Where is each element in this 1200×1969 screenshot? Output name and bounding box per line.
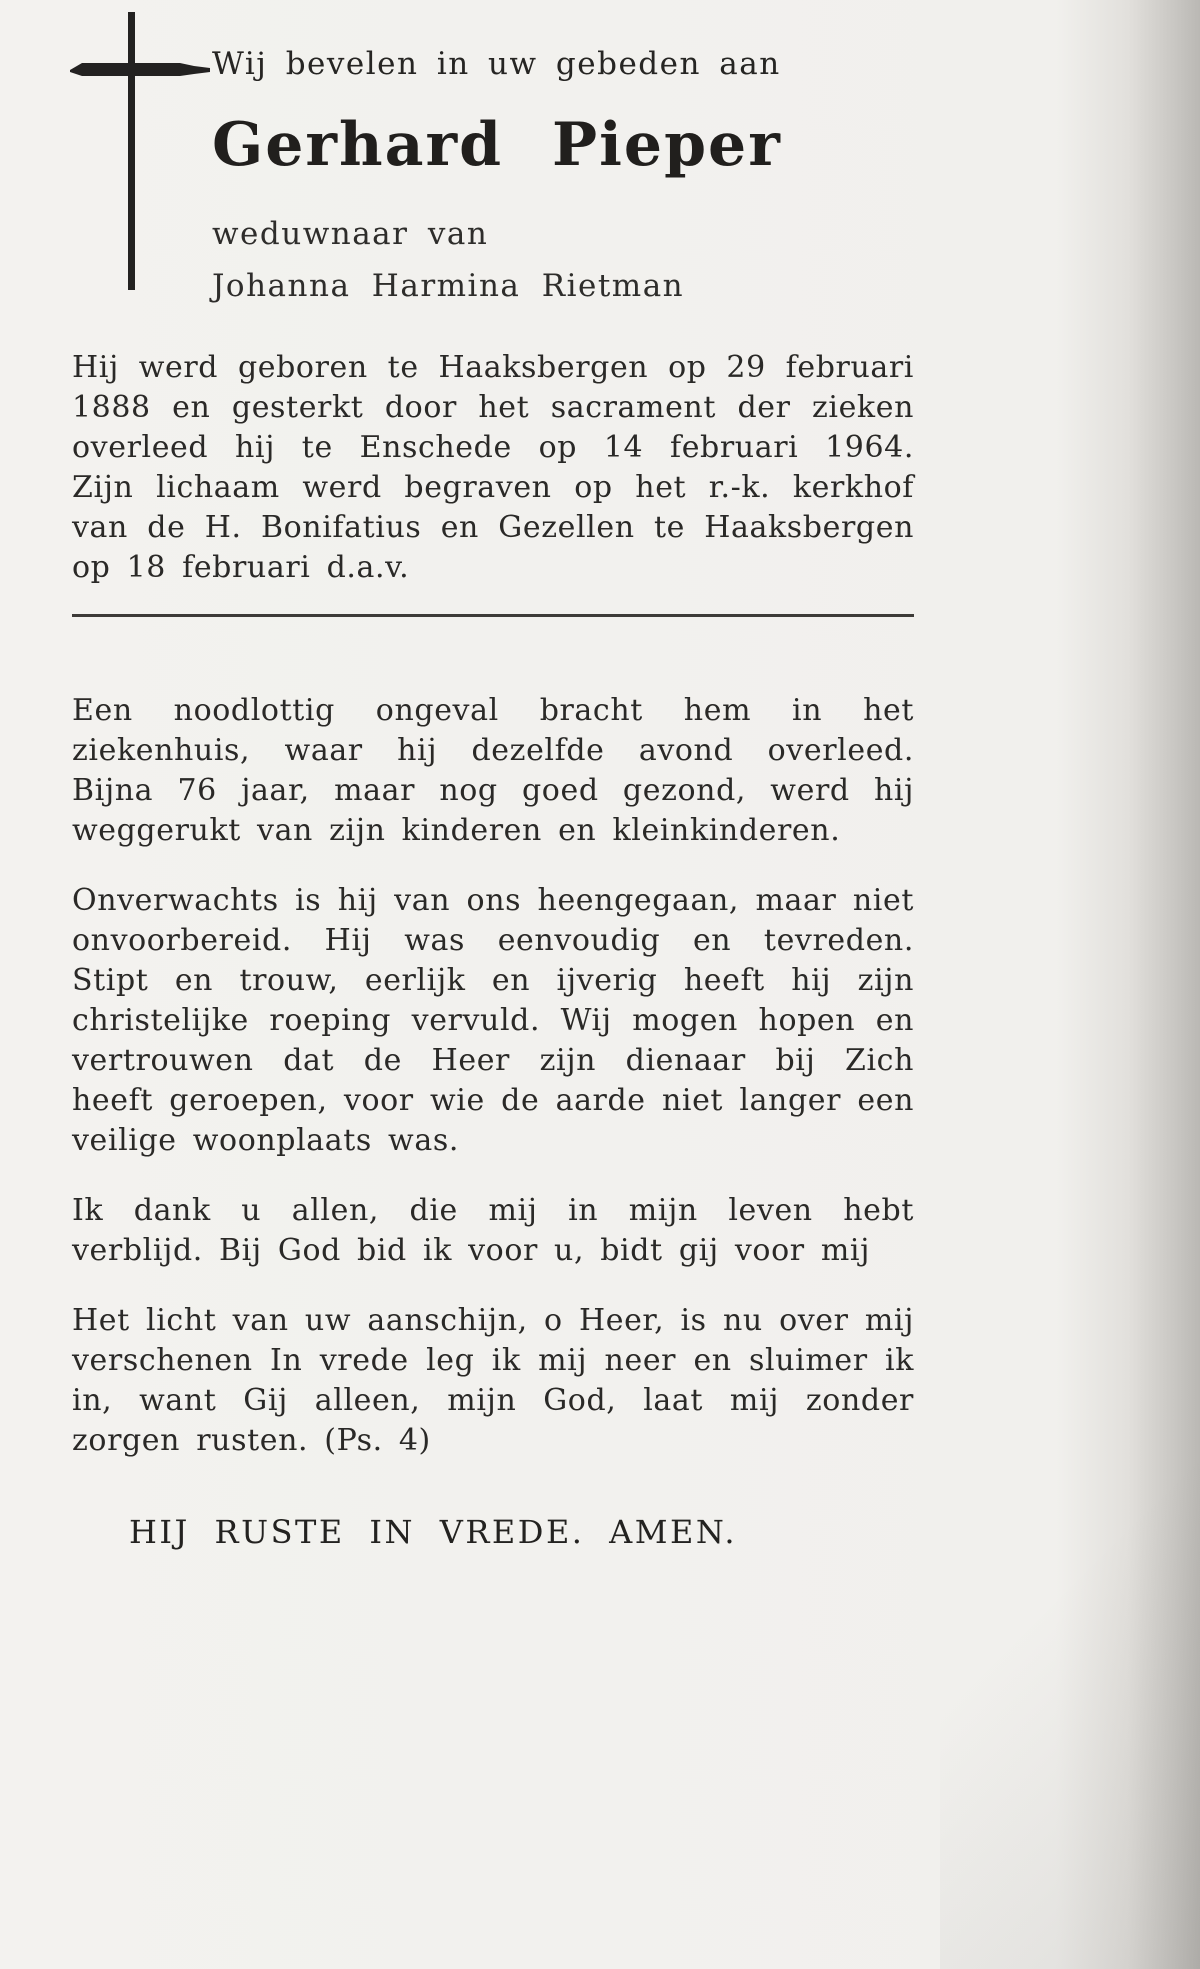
deceased-name: Gerhard Pieper (212, 110, 782, 180)
intro-line: Wij bevelen in uw gebeden aan (212, 46, 781, 82)
memorial-paragraph: Onverwachts is hij van ons heengegaan, maar niet onvoorbereid. Hij was eenvoudig en tevreden. Stipt en trouw, eerlijk en ijverig heeft hij zijn christelijke roeping vervuld. Wij mogen hopen en vertrouwen dat de Heer zijn dienaar bij Zich heeft geroepen, voor wie de aarde niet langer een veilige woonplaats was. (72, 883, 914, 1158)
memorial-paragraph: Het licht van uw aanschijn, o Heer, is nu over mij verschenen In vrede leg ik mij neer en sluimer ik in, want Gij alleen, mijn God, laat mij zonder zorgen rusten. (Ps. 4) (72, 1303, 914, 1458)
memorial-paragraph: Een noodlottig ongeval bracht hem in het ziekenhuis, waar hij dezelfde avond overleed. Bijna 76 jaar, maar nog goed gezond, werd hij weggerukt van zijn kinderen en kleinkinderen. (72, 693, 914, 848)
relation-line: weduwnaar van (212, 216, 489, 252)
spouse-name: Johanna Harmina Rietman (212, 268, 685, 304)
section-divider (72, 614, 914, 617)
memorial-paragraph: Ik dank u allen, die mij in mijn leven hebt verblijd. Bij God bid ik voor u, bidt gij voor mij (72, 1193, 914, 1268)
cross-icon (62, 8, 212, 298)
closing-line: HIJ RUSTE IN VREDE. AMEN. (129, 1513, 737, 1551)
biography-paragraph: Hij werd geboren te Haaksbergen op 29 februari 1888 en gesterkt door het sacrament der zieken overleed hij te Enschede op 14 februari 1964. Zijn lichaam werd begraven op het r.-k. kerkhof van de H. Bonifatius en Gezellen te Haaksbergen op 18 februari d.a.v. (72, 350, 914, 585)
memorial-text (72, 691, 914, 1461)
card-body (72, 348, 914, 1551)
